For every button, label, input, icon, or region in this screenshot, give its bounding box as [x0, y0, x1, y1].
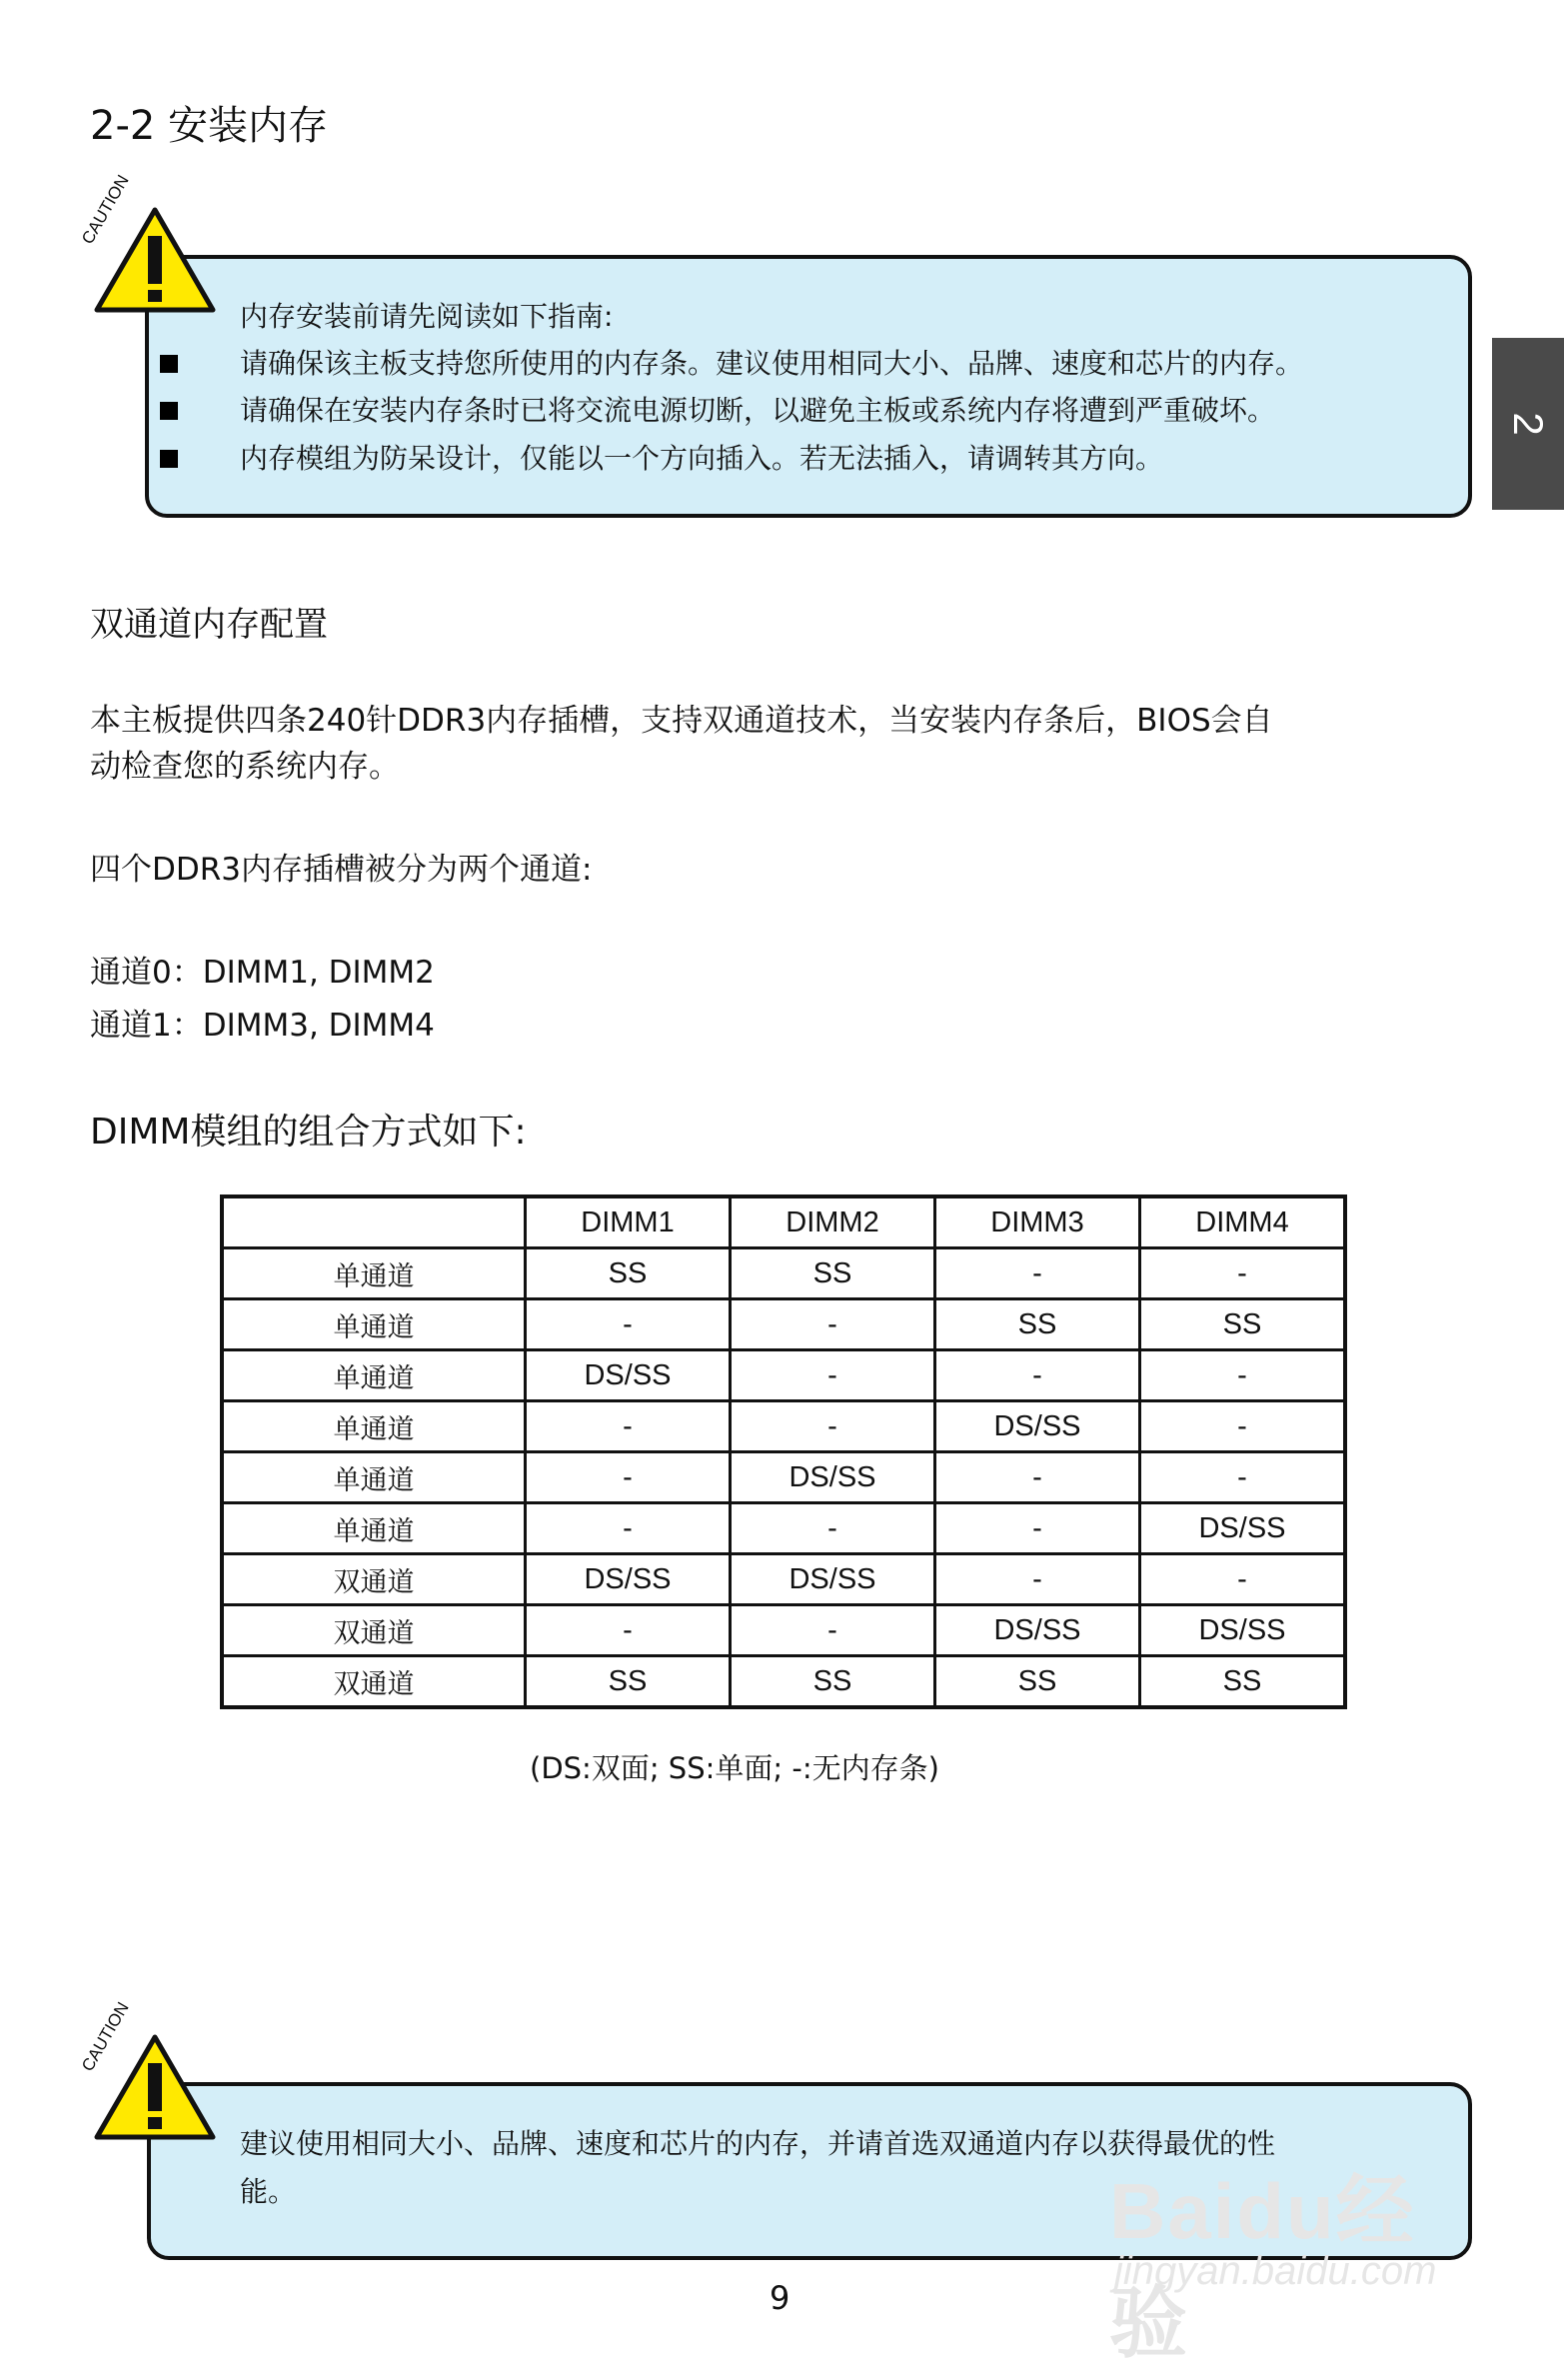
table-cell: -	[935, 1452, 1140, 1503]
table-cell: -	[1140, 1401, 1346, 1452]
caution-bullet-2: 请确保在安装内存条时已将交流电源切断，以避免主板或系统内存将遭到严重破坏。	[240, 394, 1276, 427]
table-cell: 双通道	[222, 1554, 526, 1605]
table-header-cell: DIMM4	[1140, 1196, 1346, 1248]
caution-intro: 内存安装前请先阅读如下指南:	[240, 300, 614, 333]
table-cell: -	[526, 1401, 731, 1452]
slot-channel-intro: 四个DDR3内存插槽被分为两个通道:	[90, 852, 593, 888]
table-cell: DS/SS	[1140, 1605, 1346, 1656]
table-cell: -	[526, 1503, 731, 1554]
table-cell: DS/SS	[1140, 1503, 1346, 1554]
table-header-cell: DIMM2	[731, 1196, 935, 1248]
table-row	[222, 1350, 1345, 1401]
table-row	[222, 1503, 1345, 1554]
table-cell: DS/SS	[935, 1401, 1140, 1452]
table-row	[222, 1401, 1345, 1452]
watermark-url: jingyan.baidu.com	[1114, 2249, 1437, 2293]
channel-1-text: 通道1：DIMM3, DIMM4	[90, 1008, 435, 1044]
table-cell: -	[526, 1452, 731, 1503]
table-cell: 单通道	[222, 1503, 526, 1554]
caution-label: CAUTION	[78, 171, 133, 248]
table-cell: DS/SS	[526, 1554, 731, 1605]
table-cell: -	[1140, 1248, 1346, 1299]
table-cell: 双通道	[222, 1605, 526, 1656]
table-cell: 单通道	[222, 1299, 526, 1350]
paragraph-line-1: 本主板提供四条240针DDR3内存插槽，支持双通道技术，当安装内存条后，BIOS会自	[90, 703, 1273, 739]
table-cell: -	[1140, 1350, 1346, 1401]
table-row	[222, 1452, 1345, 1503]
dimm-combination-table	[220, 1194, 1347, 1709]
table-header-row	[222, 1196, 1345, 1248]
caution-bullet-3: 内存模组为防呆设计，仅能以一个方向插入。若无法插入，请调转其方向。	[240, 442, 1164, 475]
table-cell: -	[731, 1299, 935, 1350]
table-cell: -	[731, 1605, 935, 1656]
watermark-brand: Baidu经验	[1109, 2167, 1416, 2367]
table-cell: SS	[1140, 1299, 1346, 1350]
table-cell: -	[731, 1401, 935, 1452]
table-cell: 双通道	[222, 1656, 526, 1708]
bullet-square-icon	[160, 355, 178, 373]
table-heading: DIMM模组的组合方式如下:	[90, 1112, 527, 1153]
table-cell: -	[731, 1350, 935, 1401]
dual-channel-paragraph	[90, 698, 1469, 790]
table-cell: DS/SS	[731, 1452, 935, 1503]
table-cell: DS/SS	[935, 1605, 1140, 1656]
chapter-tab-label: 2	[1505, 412, 1552, 436]
table-cell: 单通道	[222, 1350, 526, 1401]
recommendation-line-2: 能。	[240, 2175, 297, 2208]
table-cell: -	[1140, 1452, 1346, 1503]
table-cell: SS	[526, 1248, 731, 1299]
table-cell: 单通道	[222, 1452, 526, 1503]
caution-label: CAUTION	[78, 1998, 133, 2075]
table-cell: DS/SS	[731, 1554, 935, 1605]
table-cell: SS	[526, 1656, 731, 1708]
table-cell: 单通道	[222, 1401, 526, 1452]
table-row	[222, 1605, 1345, 1656]
table-cell: -	[935, 1503, 1140, 1554]
caution-bullet-1: 请确保该主板支持您所使用的内存条。建议使用相同大小、品牌、速度和芯片的内存。	[240, 347, 1304, 380]
bullet-square-icon	[160, 402, 178, 420]
table-cell: -	[526, 1299, 731, 1350]
table-header-cell: DIMM1	[526, 1196, 731, 1248]
table-cell: -	[526, 1605, 731, 1656]
table-header-cell	[222, 1196, 526, 1248]
table-row	[222, 1299, 1345, 1350]
table-cell: -	[1140, 1554, 1346, 1605]
table-cell: SS	[935, 1299, 1140, 1350]
baidu-watermark	[1109, 2149, 1469, 2367]
dual-channel-heading: 双通道内存配置	[90, 605, 328, 645]
table-row	[222, 1554, 1345, 1605]
table-cell: -	[935, 1350, 1140, 1401]
section-title: 2-2 安装内存	[90, 103, 329, 149]
table-cell: -	[935, 1554, 1140, 1605]
table-cell: -	[731, 1503, 935, 1554]
table-cell: SS	[731, 1248, 935, 1299]
channel-0-text: 通道0：DIMM1, DIMM2	[90, 955, 435, 991]
table-row	[222, 1248, 1345, 1299]
paragraph-line-2: 动检查您的系统内存。	[90, 749, 400, 785]
table-cell: DS/SS	[526, 1350, 731, 1401]
table-cell: 单通道	[222, 1248, 526, 1299]
table-header-cell: DIMM3	[935, 1196, 1140, 1248]
table-cell: SS	[935, 1656, 1140, 1708]
page-number: 9	[770, 2279, 790, 2317]
table-cell: SS	[731, 1656, 935, 1708]
table-legend: (DS:双面; SS:单面; -:无内存条)	[530, 1751, 939, 1785]
table-row	[222, 1656, 1345, 1708]
bullet-square-icon	[160, 450, 178, 468]
chapter-tab	[1492, 338, 1564, 510]
table-cell: -	[935, 1248, 1140, 1299]
table-cell: SS	[1140, 1656, 1346, 1708]
recommendation-line-1: 建议使用相同大小、品牌、速度和芯片的内存，并请首选双通道内存以获得最优的性	[240, 2127, 1276, 2160]
